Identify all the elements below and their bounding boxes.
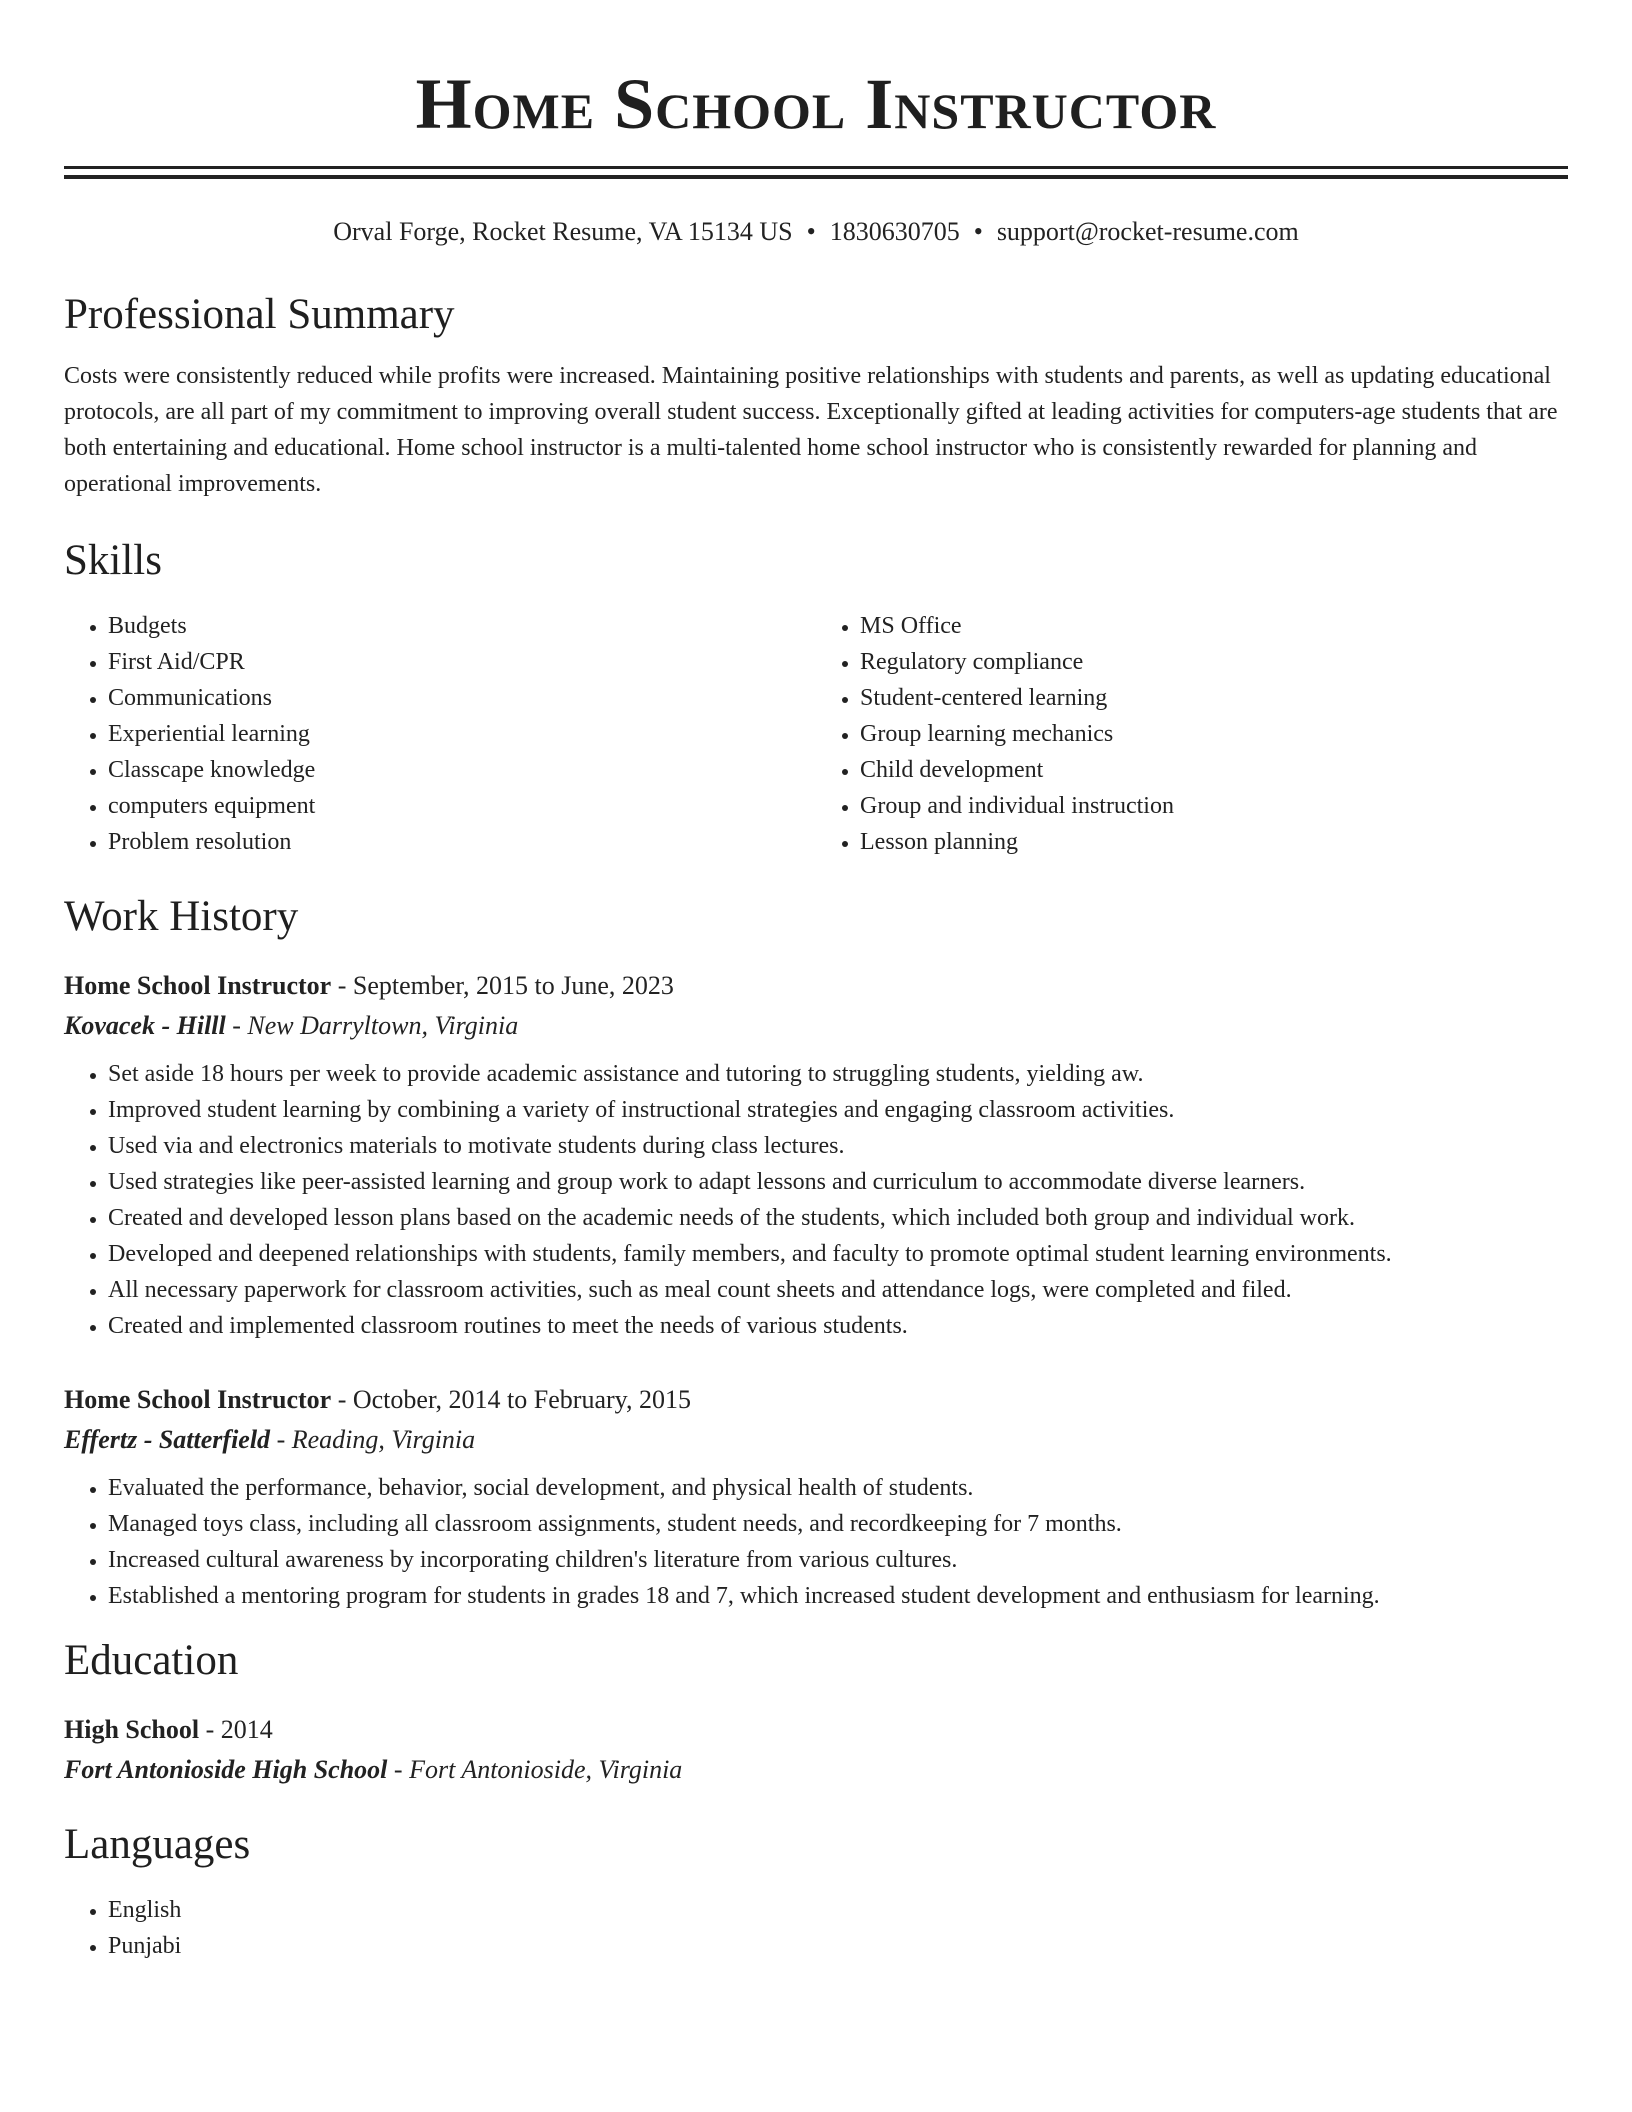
skill-item: • Regulatory compliance	[860, 644, 1568, 680]
job-duties-list	[64, 1056, 1568, 1344]
job-company: Effertz - Satterfield	[64, 1425, 271, 1454]
divider-line-thick	[64, 175, 1568, 179]
job-duty: • Established a mentoring program for students in grades 18 and 7, which increased student development and enthusiasm for learning.	[108, 1578, 1568, 1614]
education-section	[64, 1634, 1568, 1790]
contact-email: support@rocket-resume.com	[996, 217, 1299, 246]
skills-section	[64, 534, 1568, 860]
skills-list-left	[64, 608, 816, 860]
education-degree: High School	[64, 1715, 200, 1744]
languages-list	[64, 1892, 1568, 1964]
languages-section	[64, 1818, 1568, 1964]
job-duties-list	[64, 1470, 1568, 1614]
languages-heading: Languages	[64, 1821, 251, 1868]
divider-line-thin	[64, 166, 1568, 169]
resume-title: Home School Instructor	[415, 64, 1217, 144]
skills-list-right	[816, 608, 1568, 860]
job-duty: • Created and implemented classroom routines to meet the needs of various students.	[108, 1308, 1568, 1344]
job-entry	[64, 966, 1568, 1344]
skill-item: • First Aid/CPR	[108, 644, 816, 680]
education-school-line	[64, 1750, 1568, 1790]
contact-address: Orval Forge, Rocket Resume, VA 15134 US	[333, 217, 793, 246]
skill-item: • MS Office	[860, 608, 1568, 644]
job-dates: - October, 2014 to February, 2015	[331, 1385, 691, 1414]
education-degree-line	[64, 1710, 1568, 1750]
work-history-heading: Work History	[64, 893, 299, 940]
job-company-line	[64, 1006, 1568, 1046]
summary-heading: Professional Summary	[64, 291, 455, 338]
skill-item: • Problem resolution	[108, 824, 816, 860]
education-heading: Education	[64, 1637, 239, 1684]
job-duty: • Used strategies like peer-assisted learning and group work to adapt lessons and curriculum to accommodate diverse learners.	[108, 1164, 1568, 1200]
skill-item: • Group and individual instruction	[860, 788, 1568, 824]
job-entry	[64, 1380, 1568, 1614]
skill-item: • Group learning mechanics	[860, 716, 1568, 752]
skills-heading: Skills	[64, 537, 162, 584]
job-duty: • Managed toys class, including all classroom assignments, student needs, and recordkeeping for 7 months.	[108, 1506, 1568, 1542]
contact-separator: •	[806, 217, 816, 246]
contact-line	[64, 212, 1568, 252]
skill-item: • Student-centered learning	[860, 680, 1568, 716]
job-duty: • Improved student learning by combining a variety of instructional strategies and engaging classroom activities.	[108, 1092, 1568, 1128]
skills-columns	[64, 608, 1568, 860]
skill-item: • Classcape knowledge	[108, 752, 816, 788]
skill-item: • Budgets	[108, 608, 816, 644]
job-title: Home School Instructor	[64, 971, 332, 1000]
skill-item: • Experiential learning	[108, 716, 816, 752]
summary-text: Costs were consistently reduced while profits were increased. Maintaining positive relationships with students and parents, as well as updating educational protocols, are all part of my commitment to improving overall student success. Exceptionally gifted at leading activities for computers-age students that are both entertaining and educational. Home school instructor is a multi-talented home school instructor who is consistently rewarded for planning and operational improvements.	[64, 363, 1558, 497]
contact-phone: 1830630705	[829, 217, 960, 246]
job-duty: • Developed and deepened relationships with students, family members, and faculty to promote optimal student learning environments.	[108, 1236, 1568, 1272]
education-location: - Fort Antonioside, Virginia	[387, 1755, 683, 1784]
job-title-line	[64, 966, 1568, 1006]
job-duty: • Created and developed lesson plans based on the academic needs of the students, which included both group and individual work.	[108, 1200, 1568, 1236]
summary-section	[64, 288, 1568, 502]
job-dates: - September, 2015 to June, 2023	[331, 971, 674, 1000]
job-title-line	[64, 1380, 1568, 1420]
skill-item: • Child development	[860, 752, 1568, 788]
job-company-line	[64, 1420, 1568, 1460]
job-duty: • Evaluated the performance, behavior, social development, and physical health of students.	[108, 1470, 1568, 1506]
education-entry	[64, 1710, 1568, 1790]
job-duty: • Increased cultural awareness by incorporating children's literature from various cultures.	[108, 1542, 1568, 1578]
job-title: Home School Instructor	[64, 1385, 332, 1414]
job-location: - New Darryltown, Virginia	[225, 1011, 519, 1040]
education-school: Fort Antonioside High School	[64, 1755, 388, 1784]
contact-separator: •	[973, 217, 983, 246]
job-location: - Reading, Virginia	[270, 1425, 476, 1454]
title-divider	[64, 166, 1568, 179]
language-item: • English	[108, 1892, 1568, 1928]
resume-body	[64, 288, 1568, 1964]
language-item: • Punjabi	[108, 1928, 1568, 1964]
education-year: - 2014	[199, 1715, 273, 1744]
job-duty: • Set aside 18 hours per week to provide academic assistance and tutoring to struggling students, yielding aw.	[108, 1056, 1568, 1092]
job-company: Kovacek - Hilll	[64, 1011, 226, 1040]
work-history-section	[64, 890, 1568, 1614]
job-duty: • All necessary paperwork for classroom activities, such as meal count sheets and attendance logs, were completed and filed.	[108, 1272, 1568, 1308]
skill-item: • computers equipment	[108, 788, 816, 824]
skill-item: • Communications	[108, 680, 816, 716]
skill-item: • Lesson planning	[860, 824, 1568, 860]
job-duty: • Used via and electronics materials to motivate students during class lectures.	[108, 1128, 1568, 1164]
